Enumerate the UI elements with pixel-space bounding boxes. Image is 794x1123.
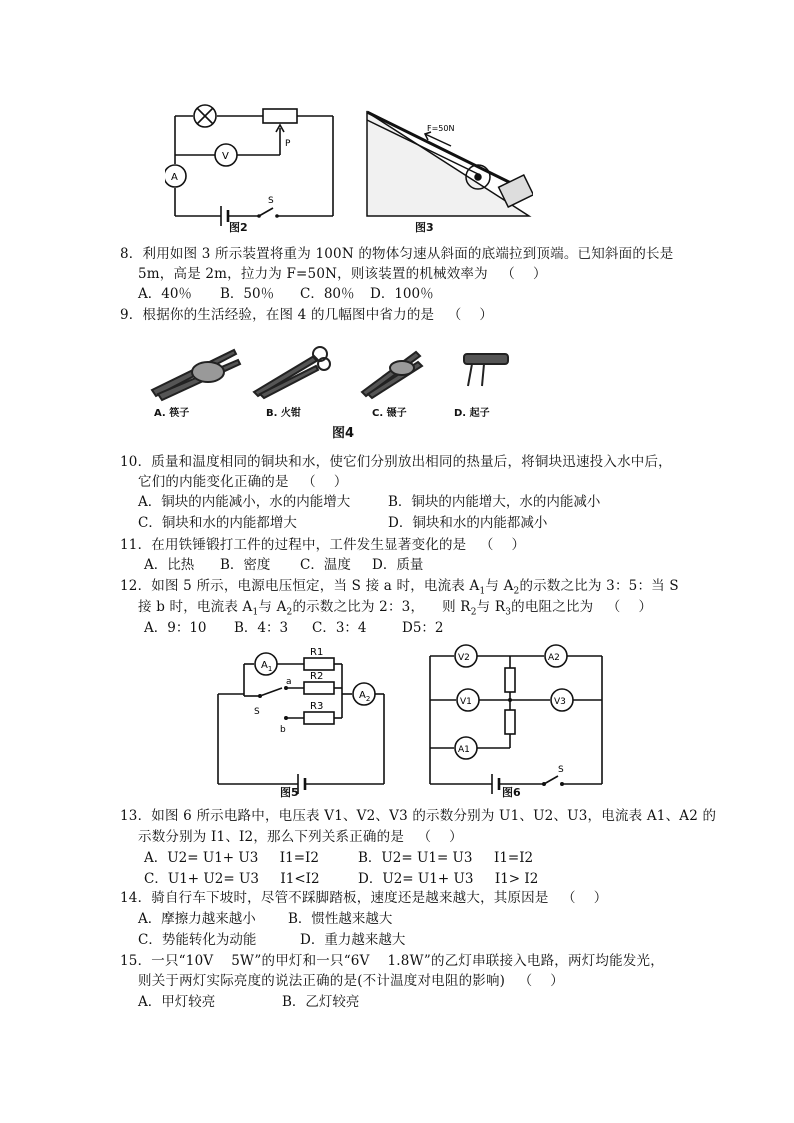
fig2-voltmeter-label: V — [222, 151, 229, 162]
q8-line1: 8．利用如图 3 所示装置将重为 100N 的物体匀速从斜面的底端拉到顶端。已知斜面的长是 — [120, 246, 674, 262]
fig6-v1-label: V1 — [460, 697, 472, 707]
q13-option-a: A．U2= U1+ U3 I1=I2 — [144, 850, 319, 866]
fig2-switch-label: S — [268, 196, 274, 206]
figure-3 — [363, 98, 533, 234]
figure-2 — [165, 98, 345, 234]
fig3-caption: 图3 — [415, 221, 434, 234]
q10-option-b: B．铜块的内能增大，水的内能减小 — [388, 494, 601, 510]
q13-line2: 示数分别为 I1、I2，那么下列关系正确的是 （ ） — [138, 829, 463, 845]
q10-option-a: A．铜块的内能减小，水的内能增大 — [138, 494, 351, 510]
fig6-s-label: S — [558, 765, 564, 775]
fig4-label-b: B. 火钳 — [266, 408, 301, 419]
fig4-caption: 图4 — [332, 426, 355, 441]
q12-line2: 接 b 时，电流表 $A_1$与 $A_2$的示数之比为 2：3， 则 $R_2$与 $R_3$的电阻之比为 （ ） — [138, 599, 653, 618]
q12-option-c: C．3：4 — [312, 620, 367, 636]
q8-line2: 5m，高是 2m，拉力为 F=50N，则该装置的机械效率为 （ ） — [138, 266, 547, 282]
q8-option-b: B．50％ — [220, 286, 275, 302]
q9-line1: 9．根据你的生活经验，在图 4 的几幅图中省力的是 （ ） — [120, 307, 494, 323]
q8-option-c: C．80％ — [300, 286, 355, 302]
fig5-a1-label: A — [261, 660, 268, 671]
q8-option-d: D．100％ — [370, 286, 434, 302]
fig2-slider-label: P — [285, 139, 291, 149]
q13-line1: 13．如图 6 所示电路中，电压表 V1、V2、V3 的示数分别为 U1、U2、U3，电流表 A1、A2 的 — [120, 808, 717, 824]
q11-option-b: B．密度 — [220, 557, 271, 573]
fig4-label-a: A. 筷子 — [154, 408, 190, 419]
q11-line1: 11．在用铁锤锻打工件的过程中，工件发生显著变化的是 （ ） — [120, 537, 526, 553]
q15-line1: 15．一只“10V 5W”的甲灯和一只“6V 1.8W”的乙灯串联接入电路，两灯均能发光， — [120, 953, 664, 969]
q12-option-b: B．4：3 — [234, 620, 289, 636]
fig5-r3-label: R3 — [310, 701, 324, 712]
q13-option-d: D．U2= U1+ U3 I1> I2 — [358, 871, 539, 887]
q14-option-d: D．重力越来越大 — [300, 932, 406, 948]
fig5-r1-label: R1 — [310, 647, 324, 658]
fig5-s-label: S — [254, 707, 260, 717]
svg-text:A1: $A_1$ — [261, 660, 273, 673]
figure-4 — [138, 334, 518, 442]
q14-option-a: A．摩擦力越来越小 — [138, 911, 256, 927]
q12-line1: 12．如图 5 所示，电源电压恒定，当 S 接 a 时，电流表 $A_1$与 $A_2$的示数之比为 3：5：当 S — [120, 578, 679, 597]
q10-option-d: D．铜块和水的内能都减小 — [388, 515, 548, 531]
fig2-ammeter-label: A — [171, 172, 178, 183]
q10-option-c: C．铜块和水的内能都增大 — [138, 515, 297, 531]
fig6-v2-label: V2 — [458, 653, 470, 663]
fig5-a-label: a — [286, 677, 292, 687]
q14-option-c: C．势能转化为动能 — [138, 932, 257, 948]
q14-option-b: B．惯性越来越大 — [288, 911, 393, 927]
figure-5 — [214, 644, 394, 800]
fig5-caption: 图5 — [280, 786, 299, 799]
fig4-label-d: D. 起子 — [454, 408, 490, 419]
fig5-r2-label: R2 — [310, 671, 324, 682]
fig3-force-label: F=50N — [427, 124, 455, 133]
q11-option-c: C．温度 — [300, 557, 351, 573]
fig6-caption: 图6 — [502, 786, 521, 799]
fig4-label-c: C. 镊子 — [372, 408, 407, 419]
q11-option-d: D．质量 — [372, 557, 424, 573]
q15-option-a: A．甲灯较亮 — [138, 994, 216, 1010]
q12-option-d: D5：2 — [402, 620, 444, 636]
q12-option-a: A．9：10 — [144, 620, 207, 636]
q8-option-a: A．40％ — [138, 286, 192, 302]
q13-option-b: B．U2= U1= U3 I1=I2 — [358, 850, 534, 866]
svg-text:A2: $A_2$ — [359, 690, 371, 703]
q15-line2: 则关于两灯实际亮度的说法正确的是(不计温度对电阻的影响) （ ） — [138, 973, 564, 989]
fig6-v3-label: V3 — [554, 697, 566, 707]
q15-option-b: B．乙灯较亮 — [282, 994, 360, 1010]
fig5-a2-label: A — [359, 690, 366, 701]
fig6-a1-label: A1 — [458, 745, 470, 755]
q11-option-a: A．比热 — [144, 557, 195, 573]
figure-6 — [426, 644, 608, 800]
q14-line1: 14．骑自行车下坡时，尽管不踩脚踏板，速度还是越来越大，其原因是 （ ） — [120, 890, 608, 906]
q10-line2: 它们的内能变化正确的是 （ ） — [138, 474, 348, 490]
fig5-b-label: b — [280, 725, 286, 735]
fig6-a2-label: A2 — [548, 653, 560, 663]
q13-option-c: C．U1+ U2= U3 I1<I2 — [144, 871, 320, 887]
q10-line1: 10．质量和温度相同的铜块和水，使它们分别放出相同的热量后，将铜块迅速投入水中后， — [120, 454, 672, 470]
fig2-caption: 图2 — [229, 221, 248, 234]
